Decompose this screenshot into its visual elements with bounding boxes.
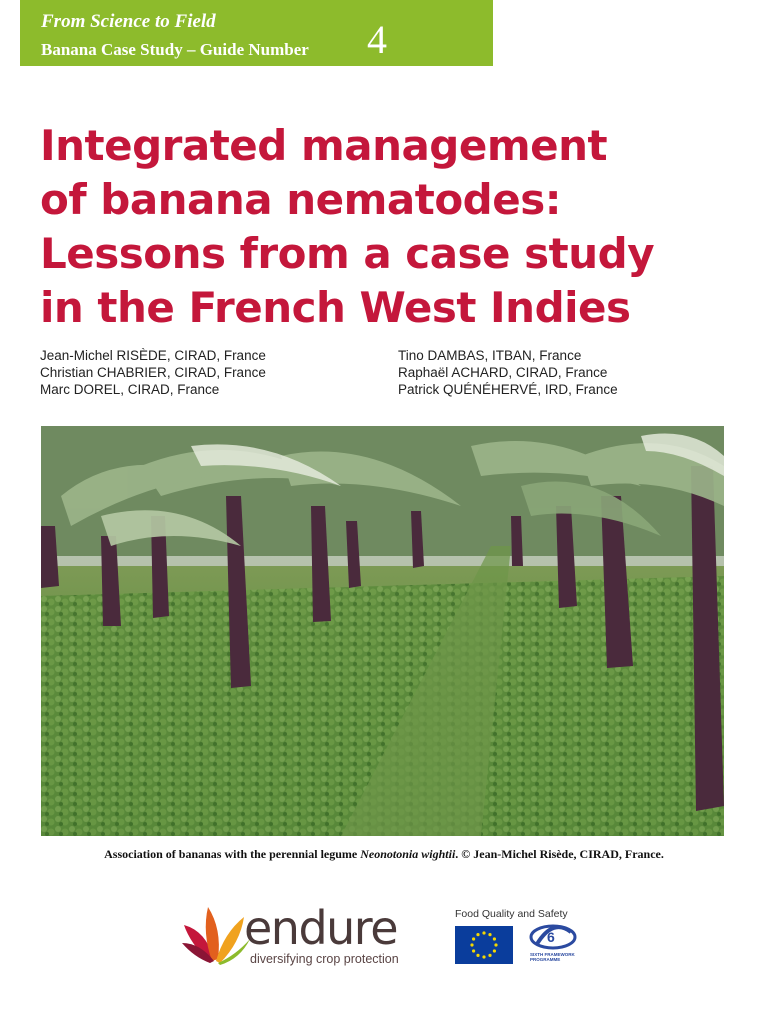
author-list-right (398, 347, 618, 398)
cover-photo (41, 426, 724, 836)
photo-caption (0, 847, 768, 862)
author-family-name: QUÉNÉHERVÉ (443, 382, 538, 397)
caption-species: Neonotonia wightii (360, 847, 456, 861)
author-affiliation: , CIRAD, France (508, 365, 608, 380)
title-line: Lessons from a case study (40, 229, 655, 278)
program-label: Food Quality and Safety (455, 908, 568, 920)
author-given-name: Marc (40, 382, 70, 397)
author-list-left (40, 347, 266, 398)
author-affiliation: , CIRAD, France (166, 365, 266, 380)
endure-wordmark: endure (244, 901, 398, 955)
author-given-name: Raphaël (398, 365, 449, 380)
author-given-name: Jean-Michel (40, 348, 113, 363)
guide-label: Banana Case Study – Guide Number (41, 40, 309, 59)
author-given-name: Christian (40, 365, 94, 380)
author-family-name: CHABRIER (97, 365, 167, 380)
author-entry (398, 381, 618, 398)
author-affiliation: , IRD, France (537, 382, 618, 397)
endure-logo (180, 903, 420, 973)
series-header (20, 0, 493, 66)
author-family-name: RISÈDE (116, 348, 167, 363)
author-given-name: Tino (398, 348, 424, 363)
endure-flower-icon (180, 903, 252, 969)
series-name: From Science to Field (41, 11, 216, 32)
author-entry (398, 347, 618, 364)
author-affiliation: , ITBAN, France (484, 348, 582, 363)
endure-tagline: diversifying crop protection (250, 952, 399, 966)
author-entry (40, 364, 266, 381)
author-given-name: Patrick (398, 382, 440, 397)
fp6-label-line: PROGRAMME (530, 957, 561, 962)
fp6-label (530, 952, 575, 962)
author-family-name: DOREL (73, 382, 121, 397)
guide-number: 4 (367, 17, 387, 62)
page-title (40, 119, 740, 335)
title-line: in the French West Indies (40, 283, 631, 332)
caption-credit: . © Jean-Michel Risède, CIRAD, France. (455, 847, 664, 861)
author-entry (40, 347, 266, 364)
eu-flag-icon (455, 926, 513, 964)
author-entry (40, 381, 266, 398)
fp6-label-line: SIXTH FRAMEWORK (530, 952, 575, 957)
author-entry (398, 364, 618, 381)
title-line: of banana nematodes: (40, 175, 562, 224)
author-family-name: DAMBAS (427, 348, 485, 363)
caption-text: Association of bananas with the perennial legume (104, 847, 361, 861)
title-line: Integrated management (40, 121, 608, 170)
author-affiliation: , CIRAD, France (120, 382, 220, 397)
svg-text:6: 6 (547, 929, 555, 945)
fp6-programme-icon (527, 922, 579, 952)
author-family-name: ACHARD (451, 365, 509, 380)
author-affiliation: , CIRAD, France (166, 348, 266, 363)
